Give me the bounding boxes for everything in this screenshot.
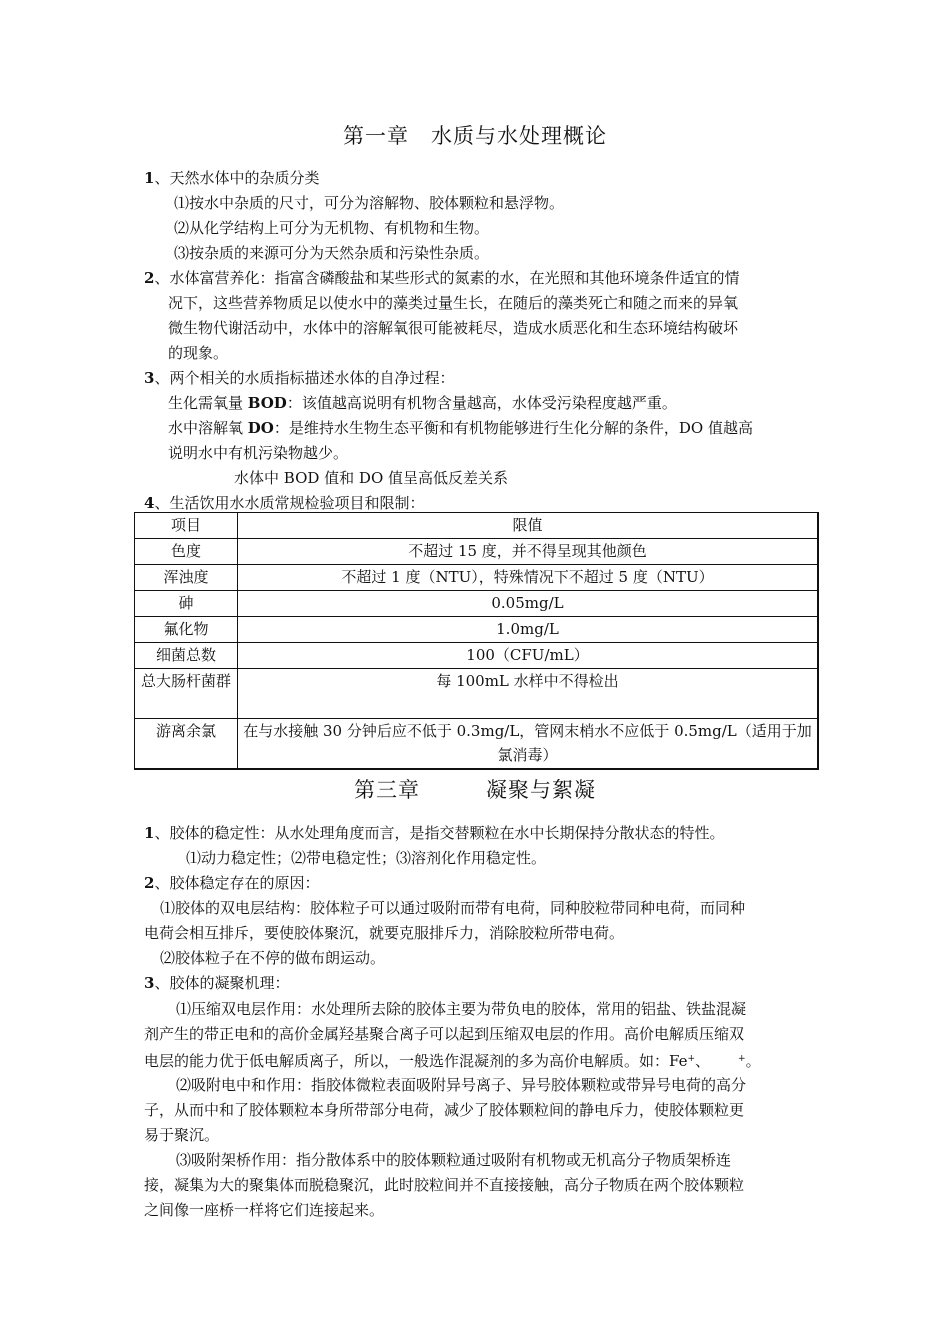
table-cell-item: 游离余氯 [135,719,238,769]
table-cell-item: 浑浊度 [135,565,238,591]
ch1-s2-line-2: 况下，这些营养物质足以使水中的藻类过量生长，在随后的藻类死亡和随之而来的异氧 [168,294,739,312]
ch1-s1-item-2: ⑵从化学结构上可分为无机物、有机物和生物。 [174,219,490,237]
ch1-s3-do [168,416,753,440]
ch3-s2-p1-l1: ⑴胶体的双电层结构：胶体粒子可以通过吸附而带有电荷，同种胶粒带同种电荷，而同种 [160,899,746,917]
table-cell-item: 砷 [135,591,238,617]
table-cell-item: 色度 [135,539,238,565]
ch3-s3-text: 、胶体的凝聚机理： [154,974,290,992]
bod-prefix: 生化需氧量 [168,394,248,412]
ch3-s3-p3-l2: 接，凝集为大的聚集体而脱稳聚沉，此时胶粒间并不直接接触，高分子物质在两个胶体颗粒 [144,1176,745,1194]
ch1-s2-line-4: 的现象。 [168,344,229,362]
table-cell-limit: 0.05mg/L [238,591,819,617]
ch1-s3-do-2: 说明水中有机污染物越少。 [168,444,349,462]
ch3-s3-heading [144,971,289,995]
ch1-s2-num: 2 [144,269,155,287]
table-header-limit: 限值 [238,513,819,539]
table-cell-item: 细菌总数 [135,643,238,669]
ch3-s1-text: 、胶体的稳定性：从水处理角度而言，是指交替颗粒在水中长期保持分散状态的特性。 [154,824,725,842]
table-cell-item: 总大肠杆菌群 [135,669,238,719]
ch3-s2-p1-l2: 电荷会相互排斥，要使胶体聚沉，就要克服排斥力，消除胶粒所带电荷。 [144,924,625,942]
ch3-s2-heading [144,871,319,895]
table-header-row [135,513,819,539]
ch1-s1-item-1: ⑴按水中杂质的尺寸，可分为溶解物、胶体颗粒和悬浮物。 [174,194,565,212]
table-row [135,591,819,617]
ch3-s3-p1-l3 [144,1047,761,1073]
table-cell-limit: 100（CFU/mL） [238,643,819,669]
charge-sup-2: + [738,1054,746,1064]
table-row [135,669,819,719]
ch1-s3-num: 3 [144,369,155,387]
ch3-s3-p1-sep: 、 [695,1052,711,1070]
ch1-s4-num: 4 [144,494,155,512]
ch1-s3-relation: 水体中 BOD 值和 DO 值呈高低反差关系 [234,469,509,487]
ch3-s1-sub: ⑴动力稳定性；⑵带电稳定性；⑶溶剂化作用稳定性。 [186,849,547,867]
table-header-item: 项目 [135,513,238,539]
table-row [135,719,819,769]
ch1-s3-heading [144,366,454,390]
table-cell-limit: 在与水接触 30 分钟后应不低于 0.3mg/L，管网末梢水不应低于 0.5mg/L（适用于加氯消毒） [238,719,819,769]
table-cell-limit: 每 100mL 水样中不得检出 [238,669,819,719]
ch3-s3-p3-l3: 之间像一座桥一样将它们连接起来。 [144,1201,385,1219]
ch1-s2-line-1 [144,266,739,290]
table-row [135,643,819,669]
ch3-s3-p2-l3: 易于聚沉。 [144,1126,220,1144]
table-row [135,565,819,591]
chapter3-title: 第三章 凝聚与絮凝 [354,778,596,802]
ch1-s2-line-3: 微生物代谢活动中，水体中的溶解氧很可能被耗尽，造成水质恶化和生态环境结构破坏 [168,319,739,337]
ch3-s3-p3-l1: ⑶吸附架桥作用：指分散体系中的胶体颗粒通过吸附有机物或无机高分子物质架桥连 [176,1151,732,1169]
bod-text: ：该值越高说明有机物含量越高，水体受污染程度越严重。 [286,394,677,412]
ch3-s3-p1-end: 。 [745,1052,761,1070]
ch3-s3-num: 3 [144,974,155,992]
chapter1-title: 第一章 水质与水处理概论 [343,124,607,148]
do-label: DO [247,419,274,437]
table-cell-limit: 1.0mg/L [238,617,819,643]
ch3-s2-num: 2 [144,874,155,892]
ch3-s3-p2-l1: ⑵吸附电中和作用：指胶体微粒表面吸附异号离子、异号胶体颗粒或带异号电荷的高分 [176,1076,747,1094]
water-quality-table [134,512,819,770]
do-prefix: 水中溶解氧 [168,419,248,437]
ch1-s3-bod [168,391,677,415]
do-text: ：是维持水生物生态平衡和有机物能够进行生化分解的条件，DO 值越高 [273,419,753,437]
ch1-s3-text: 、两个相关的水质指标描述水体的自净过程： [154,369,455,387]
ch3-s2-text: 、胶体稳定存在的原因： [154,874,320,892]
ch1-s1-heading [144,166,319,190]
ch1-s1-num: 1 [144,169,155,187]
table-cell-item: 氟化物 [135,617,238,643]
charge-sup-1: + [687,1054,696,1064]
bod-label: BOD [247,394,287,412]
ch3-s1-num: 1 [144,824,155,842]
table-row [135,617,819,643]
ch3-s1-heading [144,821,724,845]
table-row [135,539,819,565]
ch1-s1-item-3: ⑶按杂质的来源可分为天然杂质和污染性杂质。 [174,244,490,262]
ch3-s3-p1-l2: 剂产生的带正电和的高价金属羟基聚合离子可以起到压缩双电层的作用。高价电解质压缩双 [144,1025,745,1043]
ch1-s1-text: 、天然水体中的杂质分类 [154,169,320,187]
ch3-s2-p2: ⑵胶体粒子在不停的做布朗运动。 [160,949,386,967]
table-cell-limit: 不超过 15 度，并不得呈现其他颜色 [238,539,819,565]
ch1-s2-text-1: 、水体富营养化：指富含磷酸盐和某些形式的氮素的水，在光照和其他环境条件适宜的情 [154,269,740,287]
table-cell-limit: 不超过 1 度（NTU），特殊情况下不超过 5 度（NTU） [238,565,819,591]
ch1-s4-text: 、生活饮用水水质常规检验项目和限制： [154,494,425,512]
ch3-s3-p2-l2: 子，从而中和了胶体颗粒本身所带部分电荷，减少了胶体颗粒间的静电斥力，使胶体颗粒更 [144,1101,745,1119]
ch3-s3-p1-l3-text: 电层的能力优于低电解质离子，所以，一般选作混凝剂的多为高价电解质。如：Fe [144,1052,688,1070]
ch3-s3-p1-l1: ⑴压缩双电层作用：水处理所去除的胶体主要为带负电的胶体，常用的铝盐、铁盐混凝 [176,1000,747,1018]
